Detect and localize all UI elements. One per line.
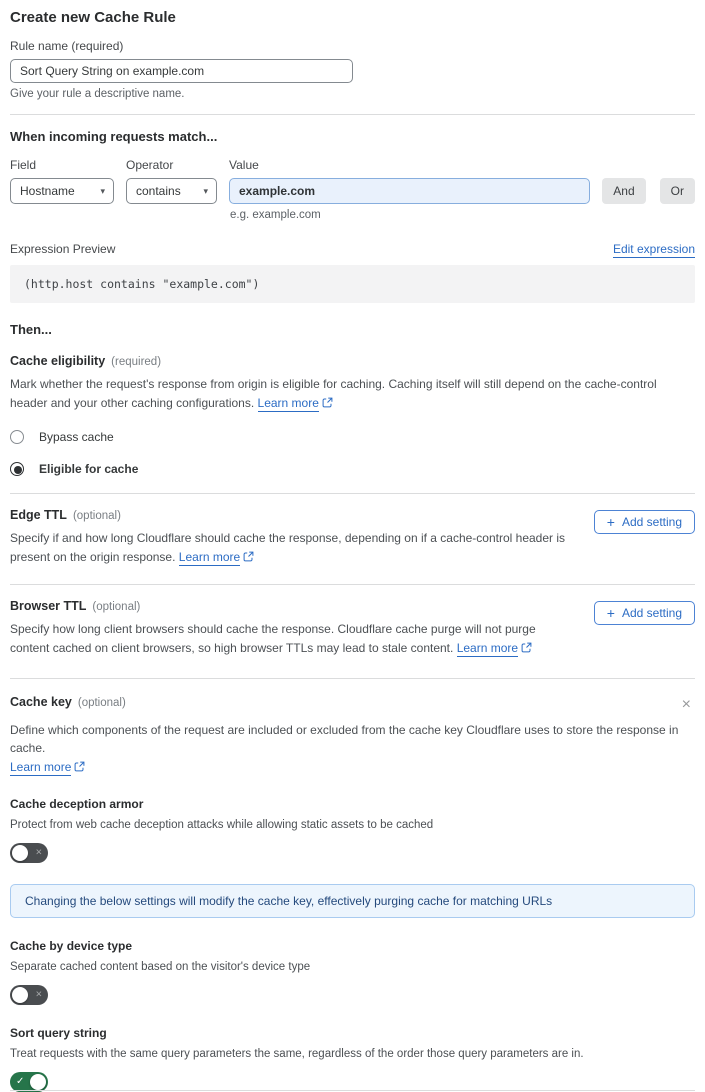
cache-key-qualifier: (optional): [77, 696, 126, 709]
value-input[interactable]: [229, 178, 590, 204]
rule-name-helper: Give your rule a descriptive name.: [10, 88, 185, 100]
operator-select-value: contains: [136, 184, 181, 198]
cache-eligibility-header: [10, 354, 695, 368]
radio-option-eligible-for-cache[interactable]: [10, 462, 695, 476]
cache-key-section: [10, 695, 695, 1092]
external-link-icon: [74, 761, 85, 772]
divider: [10, 493, 695, 494]
cache-by-device-type-title: Cache by device type: [10, 938, 133, 953]
toggle-knob: [12, 845, 28, 861]
close-icon[interactable]: ×: [681, 695, 691, 713]
toggle-knob: [12, 987, 28, 1003]
sort-query-string-toggle[interactable]: [10, 1072, 48, 1092]
cache-deception-armor-title: Cache deception armor: [10, 796, 144, 811]
value-label: Value: [229, 158, 259, 172]
toggle-off-x-icon: ×: [35, 846, 42, 859]
edge-ttl-qualifier: (optional): [72, 510, 121, 523]
browser-ttl-learn-more-link[interactable]: Learn more: [457, 641, 532, 655]
or-button[interactable]: Or: [660, 178, 695, 204]
rule-name-label: Rule name (required): [10, 39, 124, 53]
divider: [10, 584, 695, 585]
rule-name-input[interactable]: [10, 59, 353, 83]
cache-eligibility-description: Mark whether the request's response from origin is eligible for caching. Caching itself will still depend on the cache-control header and your other caching configurations. Learn more: [10, 377, 657, 410]
edit-expression-link[interactable]: Edit expression: [612, 242, 695, 256]
browser-ttl-section: [10, 599, 695, 657]
page-title: Create new Cache Rule: [10, 9, 176, 26]
browser-ttl-title: Browser TTL: [10, 599, 87, 614]
toggle-knob: [30, 1074, 46, 1090]
chevron-down-icon: ▾: [203, 185, 208, 196]
browser-ttl-qualifier: (optional): [92, 601, 141, 614]
divider: [10, 114, 695, 115]
cache-key-learn-more-link[interactable]: Learn more: [10, 760, 85, 774]
radio-option-label: Eligible for cache: [39, 462, 139, 477]
external-link-icon: [243, 551, 254, 562]
chevron-down-icon: ▾: [100, 185, 105, 196]
cache-by-device-type-toggle[interactable]: [10, 985, 48, 1005]
operator-label: Operator: [126, 158, 174, 172]
cache-key-title: Cache key: [10, 694, 72, 709]
expression-code: (http.host contains "example.com"): [10, 265, 695, 303]
toggle-off-x-icon: ×: [35, 988, 42, 1001]
cache-eligibility-qualifier: (required): [111, 356, 162, 368]
sort-query-string-title: Sort query string: [10, 1025, 107, 1040]
field-select[interactable]: [10, 178, 114, 204]
cache-key-description: Define which components of the request are included or excluded from the cache key Cloudflare uses to store the response in cache.: [10, 722, 679, 756]
match-heading: When incoming requests match...: [10, 129, 218, 144]
toggle-on-check-icon: ✓: [16, 1075, 25, 1087]
radio-unchecked-icon[interactable]: [10, 430, 24, 444]
value-helper: e.g. example.com: [230, 209, 321, 221]
operator-select[interactable]: [126, 178, 217, 204]
cache-eligibility-learn-more-link[interactable]: Learn more: [258, 396, 333, 410]
radio-checked-icon[interactable]: [10, 462, 24, 476]
field-label: Field: [10, 158, 37, 172]
edge-ttl-add-setting-button[interactable]: + Add setting: [594, 510, 695, 534]
match-labels: [10, 158, 695, 172]
cache-key-warning-banner: Changing the below settings will modify the cache key, effectively purging cache for matching URLs: [10, 884, 695, 918]
edge-ttl-learn-more-link[interactable]: Learn more: [179, 550, 254, 564]
browser-ttl-add-setting-button[interactable]: + Add setting: [594, 601, 695, 625]
plus-icon: +: [606, 605, 615, 622]
browser-ttl-description: Specify how long client browsers should cache the response. Cloudflare cache purge will not purge content cached on client browsers, so high browser TTLs may lead to stale content. Learn more: [10, 622, 536, 655]
divider: [10, 678, 695, 679]
external-link-icon: [322, 397, 333, 408]
and-button[interactable]: And: [602, 178, 645, 204]
match-row: [10, 178, 695, 204]
expression-preview-label: Expression Preview: [10, 242, 116, 256]
plus-icon: +: [606, 514, 615, 531]
external-link-icon: [521, 642, 532, 653]
cache-by-device-type-description: Separate cached content based on the visitor's device type: [10, 960, 311, 973]
field-select-value: Hostname: [20, 184, 75, 198]
radio-option-label: Bypass cache: [39, 430, 114, 445]
edge-ttl-section: [10, 508, 695, 566]
radio-option-bypass-cache[interactable]: [10, 430, 695, 444]
then-heading: Then...: [10, 322, 52, 337]
divider: [10, 1090, 695, 1091]
sort-query-string-description: Treat requests with the same query parameters the same, regardless of the order those query parameters are in.: [10, 1047, 584, 1060]
edge-ttl-title: Edge TTL: [10, 508, 67, 523]
cache-deception-armor-description: Protect from web cache deception attacks while allowing static assets to be cached: [10, 818, 434, 831]
cache-deception-armor-toggle[interactable]: [10, 843, 48, 863]
cache-eligibility-title: Cache eligibility: [10, 354, 106, 368]
expression-preview-row: [10, 242, 695, 256]
edge-ttl-description: Specify if and how long Cloudflare should cache the response, depending on if a cache-control header is present on the origin response. Learn more: [10, 531, 566, 564]
